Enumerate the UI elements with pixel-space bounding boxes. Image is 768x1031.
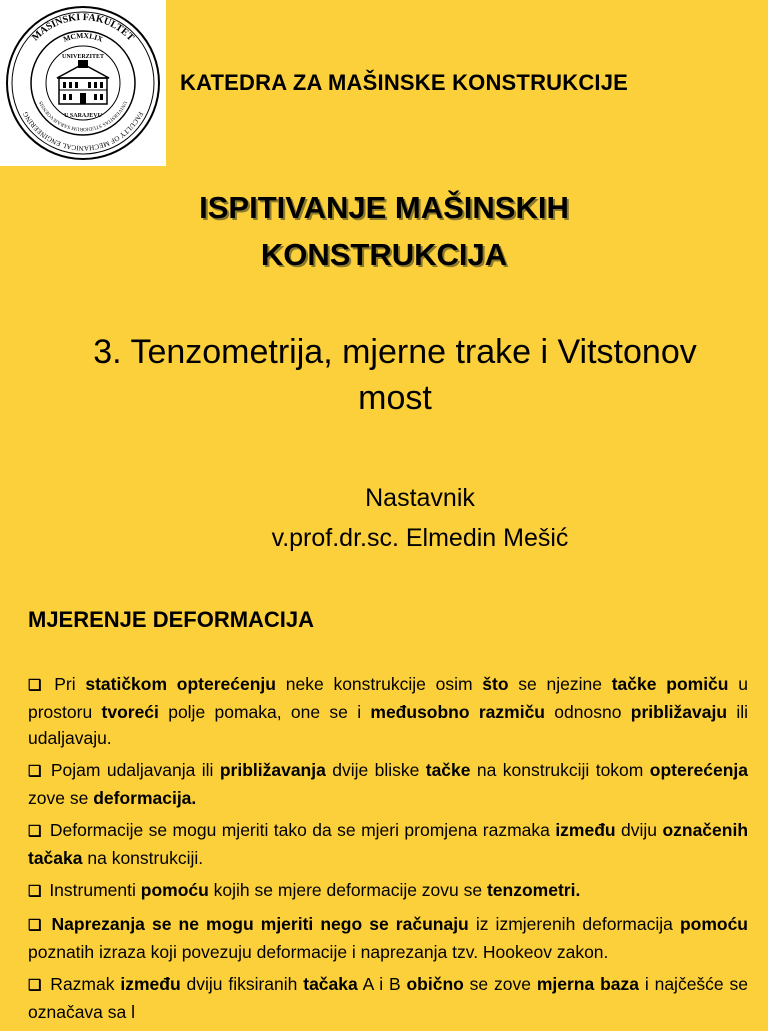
bold-run: tačaka [303, 974, 358, 994]
text-run: Pri [44, 674, 86, 694]
checkbox-bullet-icon: ❑ [28, 883, 42, 900]
text-run: na konstrukciji tokom [470, 760, 650, 780]
text-run: zove se [28, 788, 94, 808]
bold-run: deformacija. [93, 788, 197, 808]
department-heading: KATEDRA ZA MAŠINSKE KONSTRUKCIJE [180, 70, 629, 95]
bold-run: između [555, 820, 616, 840]
text-run: odnosno [545, 702, 631, 722]
bold-run: međusobno razmiču [370, 702, 545, 722]
presentation-title-line2: KONSTRUKCIJA [260, 237, 508, 272]
list-item [28, 817, 748, 871]
seal-bottom-text: FACULTY OF MECHANICAL ENGINEERING [21, 110, 145, 153]
bold-run: pomoću [679, 914, 748, 934]
seal-top-text: MAŠINSKI FAKULTET [30, 11, 136, 44]
checkbox-bullet-icon: ❑ [28, 763, 42, 780]
text-run: i najčešće se označava sa l [28, 974, 748, 1022]
list-item [28, 877, 748, 905]
text-run: dvije bliske [325, 760, 426, 780]
seal-year-text: MCMXLIX [61, 30, 105, 44]
bold-run: između [120, 974, 181, 994]
bold-run: što [482, 674, 509, 694]
bullet-list [28, 671, 748, 1031]
bold-run: približavaju [630, 702, 728, 722]
text-run: u prostoru [28, 674, 748, 722]
text-run [167, 674, 177, 694]
list-item [28, 911, 748, 965]
subtitle-line2: most [358, 379, 432, 417]
text-run: Deformacije se mogu mjeriti tako da se mjeri promjena razmaka [44, 820, 556, 840]
bold-run: tvoreći [101, 702, 159, 722]
text-run: polje pomaka, one se i [158, 702, 371, 722]
bold-run: tačke [425, 760, 471, 780]
bold-run: mjerna baza [536, 974, 639, 994]
bold-run: obično [406, 974, 464, 994]
bold-run: tačke [611, 674, 657, 694]
bold-run: označenih [662, 820, 749, 840]
university-logo [0, 0, 166, 166]
seal-university-text: UNIVERZITET [61, 54, 105, 60]
bold-run: opterećenju [176, 674, 276, 694]
bold-run: pomoću [140, 880, 209, 900]
text-run: dviju [615, 820, 663, 840]
checkbox-bullet-icon: ❑ [28, 917, 42, 934]
bold-run: pomiču [666, 674, 729, 694]
teacher-block [0, 478, 768, 558]
bold-run: tenzometri. [486, 880, 581, 900]
teacher-role: Nastavnik [365, 484, 475, 512]
presentation-title-line1: ISPITIVANJE MAŠINSKIH [199, 190, 569, 225]
lecture-subtitle [0, 329, 768, 421]
list-item [28, 971, 748, 1025]
text-run: dviju fiksiranih [180, 974, 304, 994]
seal-city-text: U SARAJEVU [64, 113, 102, 119]
text-run: poznatih izraza koji povezuju deformacije i naprezanja tzv. Hookeov zakon. [28, 942, 609, 962]
building-icon [57, 60, 109, 104]
list-item [28, 757, 748, 811]
checkbox-bullet-icon: ❑ [28, 677, 42, 694]
bold-run: tačaka [28, 848, 83, 868]
checkbox-bullet-icon: ❑ [28, 823, 42, 840]
text-run: iz izmjerenih deformacija [468, 914, 680, 934]
text-run: se njezine [508, 674, 612, 694]
text-run: se zove [463, 974, 537, 994]
bold-run: opterećenja [649, 760, 748, 780]
checkbox-bullet-icon: ❑ [28, 977, 42, 994]
text-run: neke konstrukcije osim [276, 674, 483, 694]
section-heading: MJERENJE DEFORMACIJA [28, 607, 315, 632]
text-run [657, 674, 667, 694]
list-item [28, 671, 748, 751]
text-run: Pojam udaljavanja ili [44, 760, 220, 780]
bold-run: približavanja [219, 760, 326, 780]
text-run: na konstrukciji. [82, 848, 204, 868]
subtitle-line1: 3. Tenzometrija, mjerne trake i Vitstonov [93, 333, 697, 371]
text-run: Instrumenti [44, 880, 141, 900]
text-run: A i B [357, 974, 407, 994]
bold-run: Naprezanja se ne mogu mjeriti nego se računaju [44, 914, 469, 934]
teacher-name: v.prof.dr.sc. Elmedin Mešić [271, 524, 569, 552]
seal-latin-text: UNIVERSITAS STUDIORUM SARAJEVOENSIS [38, 100, 128, 132]
text-run: Razmak [44, 974, 121, 994]
text-run: kojih se mjere deformacije zovu se [208, 880, 487, 900]
text-run: ili udaljavaju. [28, 702, 749, 748]
bold-run: statičkom [85, 674, 168, 694]
seal-icon [0, 0, 166, 166]
